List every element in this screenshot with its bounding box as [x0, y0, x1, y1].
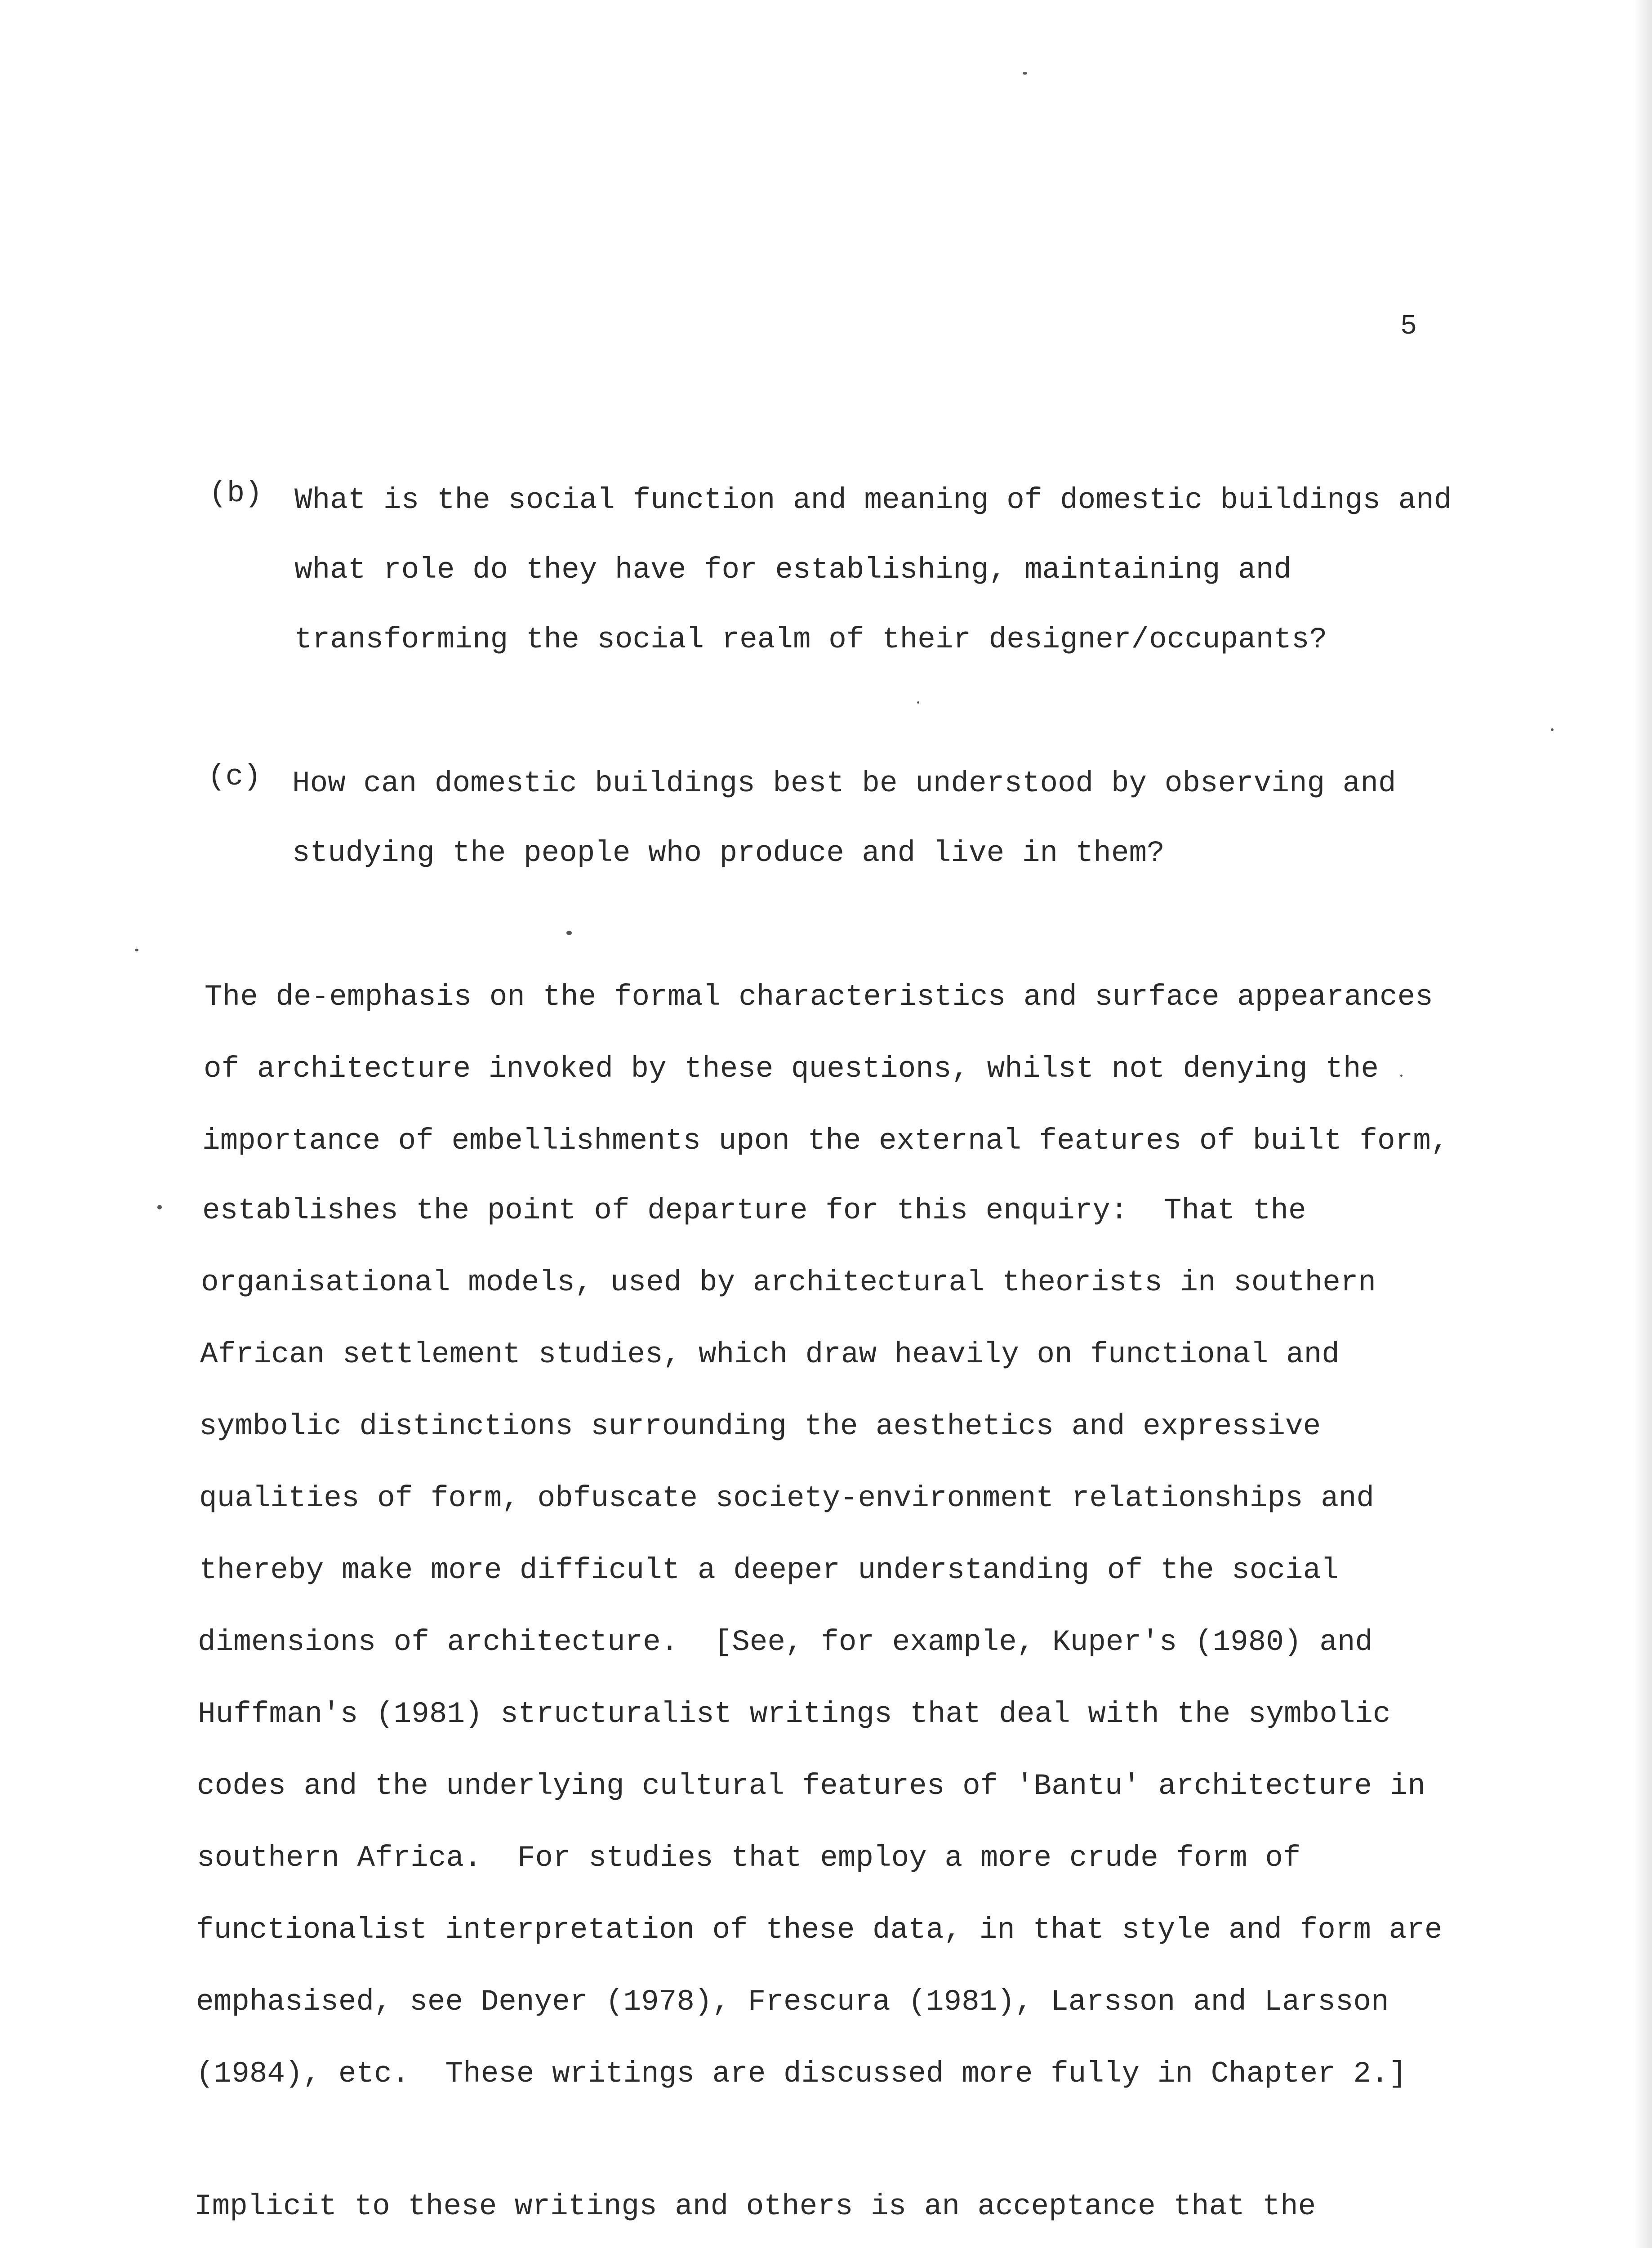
- scan-speck: [917, 701, 919, 704]
- scan-speck: [566, 931, 572, 935]
- paragraph-1-line: (1984), etc. These writings are discussed more fully in Chapter 2.]: [196, 2057, 1407, 2091]
- item-c-line-1: How can domestic buildings best be understood by observing and: [292, 767, 1396, 800]
- paragraph-1-line: Huffman's (1981) structuralist writings that deal with the symbolic: [198, 1697, 1391, 1731]
- page-edge-shadow: [1634, 0, 1652, 2248]
- paragraph-1-line: emphasised, see Denyer (1978), Frescura (1981), Larsson and Larsson: [196, 1985, 1389, 2019]
- paragraph-1-line: establishes the point of departure for this enquiry: That the: [202, 1194, 1306, 1227]
- paragraph-1-line: codes and the underlying cultural features of 'Bantu' architecture in: [197, 1769, 1425, 1803]
- paragraph-1-line: thereby make more difficult a deeper understanding of the social: [199, 1553, 1339, 1587]
- scan-speck: [1023, 72, 1027, 75]
- item-c-label: (c): [208, 760, 261, 794]
- page-number: 5: [1400, 310, 1418, 342]
- paragraph-1-line: symbolic distinctions surrounding the aesthetics and expressive: [199, 1409, 1321, 1443]
- item-b-line-1: What is the social function and meaning of domestic buildings and: [294, 483, 1452, 517]
- item-b-line-3: transforming the social realm of their designer/occupants?: [294, 623, 1327, 656]
- scan-speck: [1400, 1075, 1403, 1077]
- paragraph-2-line: Implicit to these writings and others is an acceptance that the: [194, 2190, 1316, 2223]
- paragraph-1-line: organisational models, used by architectural theorists in southern: [201, 1266, 1376, 1299]
- item-b-line-2: what role do they have for establishing, maintaining and: [294, 553, 1291, 587]
- scan-speck: [1551, 728, 1554, 731]
- item-b-label: (b): [209, 477, 263, 510]
- scan-speck: [157, 1205, 162, 1209]
- paragraph-1-line: dimensions of architecture. [See, for example, Kuper's (1980) and: [198, 1625, 1373, 1659]
- paragraph-1-line: of architecture invoked by these questions, whilst not denying the: [204, 1052, 1379, 1086]
- paragraph-1-line: functionalist interpretation of these data, in that style and form are: [196, 1913, 1443, 1947]
- paragraph-1-line: African settlement studies, which draw heavily on functional and: [200, 1338, 1340, 1371]
- paragraph-1-line: qualities of form, obfuscate society-environment relationships and: [199, 1481, 1375, 1515]
- scan-speck: [135, 949, 138, 951]
- item-c-line-2: studying the people who produce and live in them?: [292, 836, 1165, 870]
- paragraph-1-line: southern Africa. For studies that employ a more crude form of: [197, 1841, 1301, 1875]
- paragraph-1-line: importance of embellishments upon the external features of built form,: [202, 1124, 1449, 1158]
- paragraph-1-line: The de-emphasis on the formal characteristics and surface appearances: [205, 980, 1433, 1014]
